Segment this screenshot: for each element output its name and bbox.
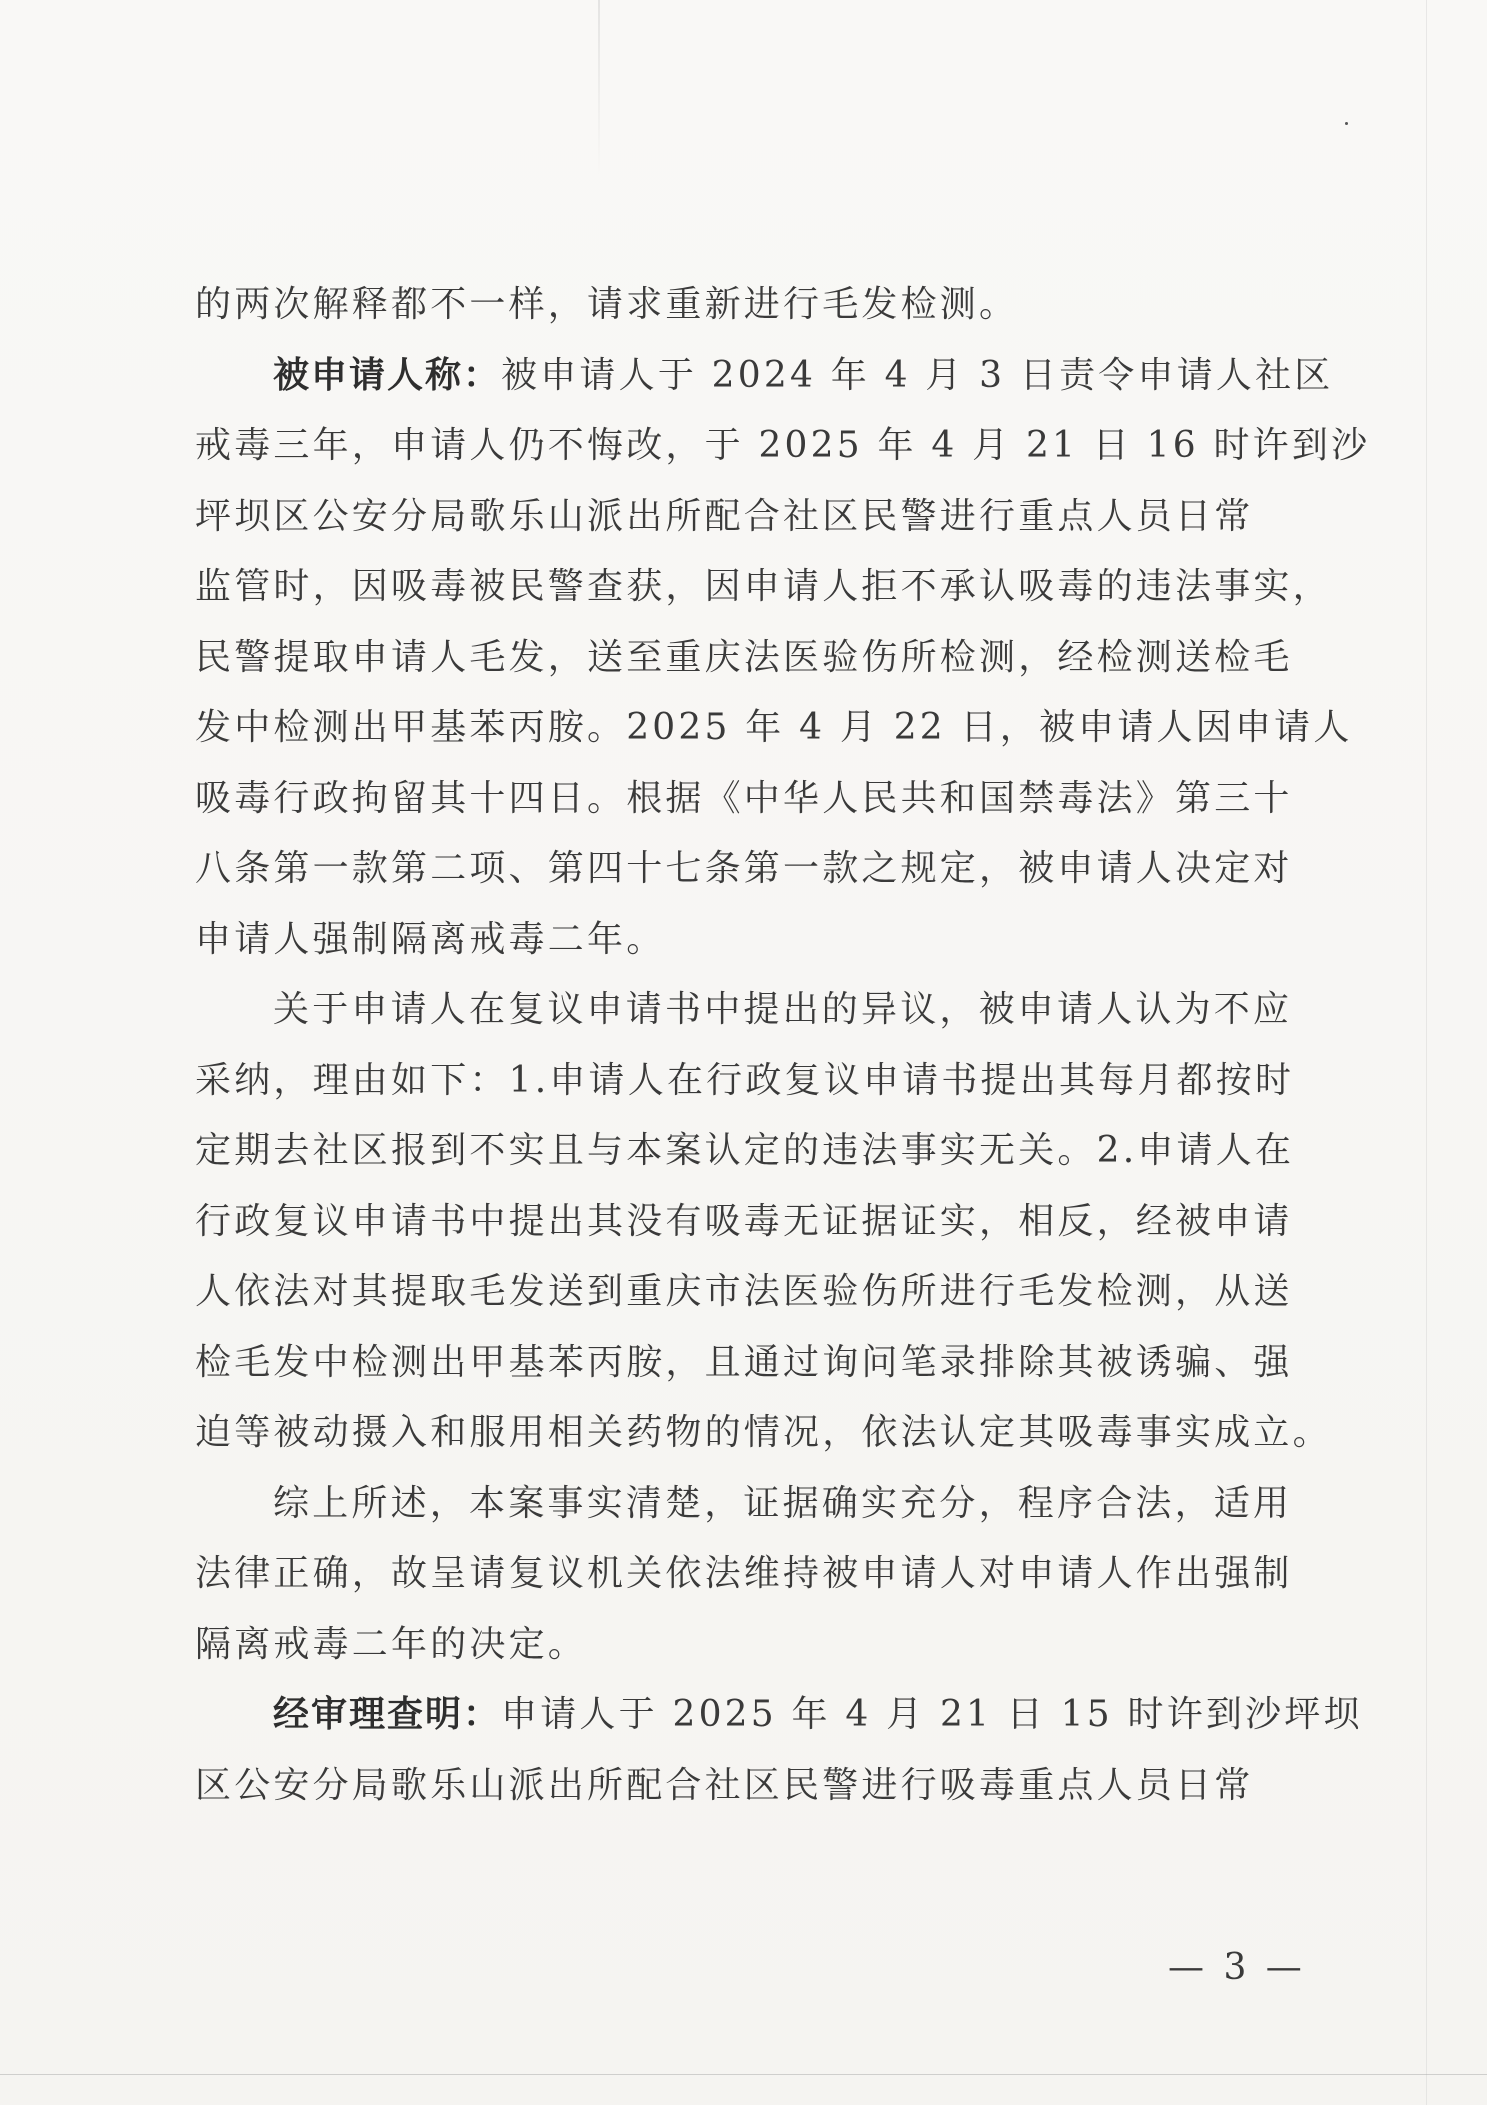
text-line: 迫等被动摄入和服用相关药物的情况，依法认定其吸毒事实成立。 [195,1412,1332,1453]
text-line [195,1680,1363,1751]
text-line: 八条第一款第二项、第四十七条第一款之规定，被申请人决定对 [195,848,1293,889]
section-label: 被申请人称： [273,354,502,396]
text-line: 吸毒行政拘留其十四日。根据《中华人民共和国禁毒法》第三十 [195,777,1293,819]
text-line: 的两次解释都不一样，请求重新进行毛发检测。 [195,284,1019,325]
text-line [195,975,1300,1046]
scan-bottom-line [0,2074,1487,2075]
text-line: 区公安分局歌乐山派出所配合社区民警进行吸毒重点人员日常 [195,1764,1254,1806]
text-line: 检毛发中检测出甲基苯丙胺，且通过询问笔录排除其被诱骗、强 [195,1341,1293,1383]
line-text: 被申请人于 2024 年 4 月 3 日责令申请人社区 [501,354,1334,396]
document-body [195,270,1371,1821]
text-line: 行政复议申请书中提出其没有吸毒无证据证实，相反，经被申请 [195,1200,1293,1242]
text-line: 发中检测出甲基苯丙胺。2025 年 4 月 22 日，被申请人因申请人 [195,707,1353,748]
page-number: — 3 — [1168,1947,1306,1988]
text-line: 采纳，理由如下：1.申请人在行政复议申请书提出其每月都按时 [195,1059,1295,1101]
text-line: 民警提取申请人毛发，送至重庆法医验伤所检测，经检测送检毛 [195,636,1293,678]
text-line: 法律正确，故呈请复议机关依法维持被申请人对申请人作出强制 [195,1553,1293,1594]
text-line: 戒毒三年，申请人仍不悔改，于 2025 年 4 月 21 日 16 时许到沙 [195,425,1371,466]
scan-speck [1345,122,1348,125]
text-line [195,341,1334,412]
text-line: 隔离戒毒二年的决定。 [195,1623,588,1665]
text-line: 定期去社区报到不实且与本案认定的违法事实无关。2.申请人在 [195,1130,1295,1171]
scan-edge-line [1426,0,1427,2105]
text-line: 人依法对其提取毛发送到重庆市法医验伤所进行毛发检测，从送 [195,1271,1293,1312]
line-text: 申请人于 2025 年 4 月 21 日 15 时许到沙坪坝 [501,1694,1363,1735]
text-line [195,1469,1300,1540]
text-line: 监管时，因吸毒被民警查获，因申请人拒不承认吸毒的违法事实， [195,566,1332,607]
line-text: 关于申请人在复议申请书中提出的异议，被申请人认为不应 [273,989,1293,1030]
scan-fold-line [598,0,600,175]
text-line: 坪坝区公安分局歌乐山派出所配合社区民警进行重点人员日常 [195,495,1254,537]
section-label: 经审理查明： [273,1694,502,1735]
text-line: 申请人强制隔离戒毒二年。 [195,918,666,960]
line-text: 综上所述，本案事实清楚，证据确实充分，程序合法，适用 [273,1482,1293,1524]
